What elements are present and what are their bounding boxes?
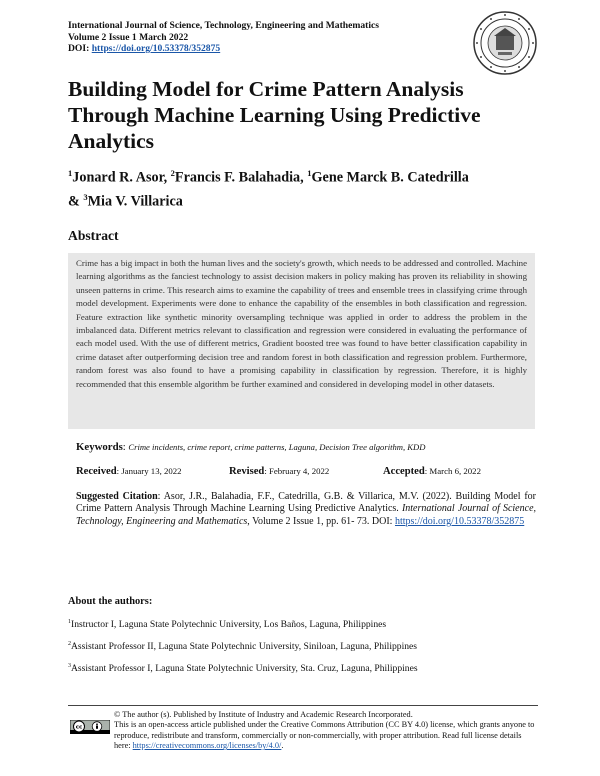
paper-title: Building Model for Crime Pattern Analysis Through Machine Learning Using Predictive Analytics [68, 77, 481, 153]
license-text [114, 710, 538, 752]
license-end: . [281, 741, 284, 751]
revised-value: : February 4, 2022 [264, 466, 330, 476]
doi-line [68, 43, 488, 55]
citation-journal: International Journal of Science, Technology, Engineering and Mathematics [76, 503, 537, 527]
affiliation-item [68, 641, 548, 652]
creative-commons-by-icon [70, 720, 110, 734]
abstract-body: Crime has a big impact in both the human lives and the society's growth, which needs to be addressed and controlled. Machine learning algorithms as the fanciest technology to assist decision makers in policy making has proven its reliability in showing unseen patterns in crime. This research aims to examine the capability of trees and ensemble trees in classifying crime through model development. Experiments were done to enhance the capability of the ensembles in both classification and regression. Feature extraction like synthetic minority oversampling technique was applied in order to address the problem in the imbalanced data. Different metrics relevant to classification and regression were considered in evaluating the performance of each model used. With the use of different metrics, Gradient boosted tree was found to have better classification capability in crime dataset after outperforming decision tree and random forest in both classification and regression problem. Furthermore, random forest was also found to have a promising capability in classification by regression. Therefore, it is highly recommended that this ensemble algorithm be further examined and considered in developing model in other datasets. [68, 253, 535, 429]
affiliation-sup: 2 [68, 641, 71, 647]
suggested-citation [76, 491, 536, 528]
copyright-line: © The author (s). Published by Institute of Industry and Academic Research Incorporated. [114, 710, 413, 719]
affiliation-item [68, 619, 548, 630]
keywords-label: Keywords [76, 441, 123, 453]
author-affil-sup: 1 [68, 168, 73, 178]
keywords-text: Crime incidents, crime report, crime patterns, Laguna, Decision Tree algorithm, KDD [128, 442, 426, 452]
affiliation-text: Instructor I, Laguna State Polytechnic University, Los Baños, Laguna, Philippines [71, 619, 387, 631]
keywords-line [76, 441, 536, 453]
citation-label: Suggested Citation [76, 491, 158, 502]
author-list [68, 164, 548, 211]
citation-tail: , Volume 2 Issue 1, pp. 61- 73. DOI: [247, 515, 395, 527]
affiliation-sup: 1 [68, 619, 71, 625]
affiliation-text: Assistant Professor I, Laguna State Polytechnic University, Sta. Cruz, Laguna, Philippines [71, 663, 418, 675]
accepted-date [383, 466, 481, 477]
author-ampersand: & [68, 193, 84, 210]
revised-date [229, 466, 329, 477]
author-affil-sup: 2 [170, 168, 175, 178]
received-value: : January 13, 2022 [116, 466, 182, 476]
received-date [76, 466, 182, 477]
author-name: Francis F. Balahadia, [174, 169, 308, 186]
about-authors-heading: About the authors: [68, 596, 153, 607]
footer-divider [68, 705, 538, 706]
journal-header [68, 20, 488, 55]
svg-text:cc: cc [75, 724, 83, 731]
institution-seal-icon [472, 10, 538, 76]
author-name: Gene Marck B. Catedrilla [311, 169, 469, 186]
license-body [114, 720, 538, 751]
affiliation-item [68, 663, 548, 674]
doi-link[interactable]: https://doi.org/10.53378/352875 [91, 43, 221, 55]
doi-label: DOI: [68, 43, 92, 55]
volume-line: Volume 2 Issue 1 March 2022 [68, 31, 189, 43]
affiliation-text: Assistant Professor II, Laguna State Polytechnic University, Siniloan, Laguna, Philippines [71, 641, 418, 653]
citation-text: : Asor, J.R., Balahadia, F.F., Catedrilla, G.B. & Villarica, M.V. (2022). Building Model for Crime Pattern Analysis Through Machine Learning Using Predictive Analytics. [76, 491, 536, 515]
accepted-value: : March 6, 2022 [424, 466, 481, 476]
affiliation-sup: 3 [68, 663, 71, 669]
journal-name: International Journal of Science, Technology, Engineering and Mathematics [68, 20, 380, 31]
citation-doi-link[interactable]: https://doi.org/10.53378/352875 [394, 515, 525, 527]
license-description: This is an open-access article published under the Creative Commons Attribution (CC BY 4.0) license, which grants anyone to reproduce, redistribute and transform, commercially or non-commercially, with proper attribution. Read full license details here: [114, 720, 535, 751]
abstract-heading: Abstract [68, 228, 119, 243]
author-name: Mia V. Villarica [87, 193, 183, 210]
received-label: Received [76, 466, 117, 477]
author-affil-sup: 1 [307, 168, 312, 178]
license-link[interactable]: https://creativecommons.org/licenses/by/4.0/ [132, 741, 282, 751]
revised-label: Revised [229, 466, 265, 477]
accepted-label: Accepted [383, 466, 425, 477]
keywords-colon: : [122, 442, 129, 453]
author-affil-sup: 3 [83, 191, 88, 202]
author-name: Jonard R. Asor, [72, 169, 171, 186]
